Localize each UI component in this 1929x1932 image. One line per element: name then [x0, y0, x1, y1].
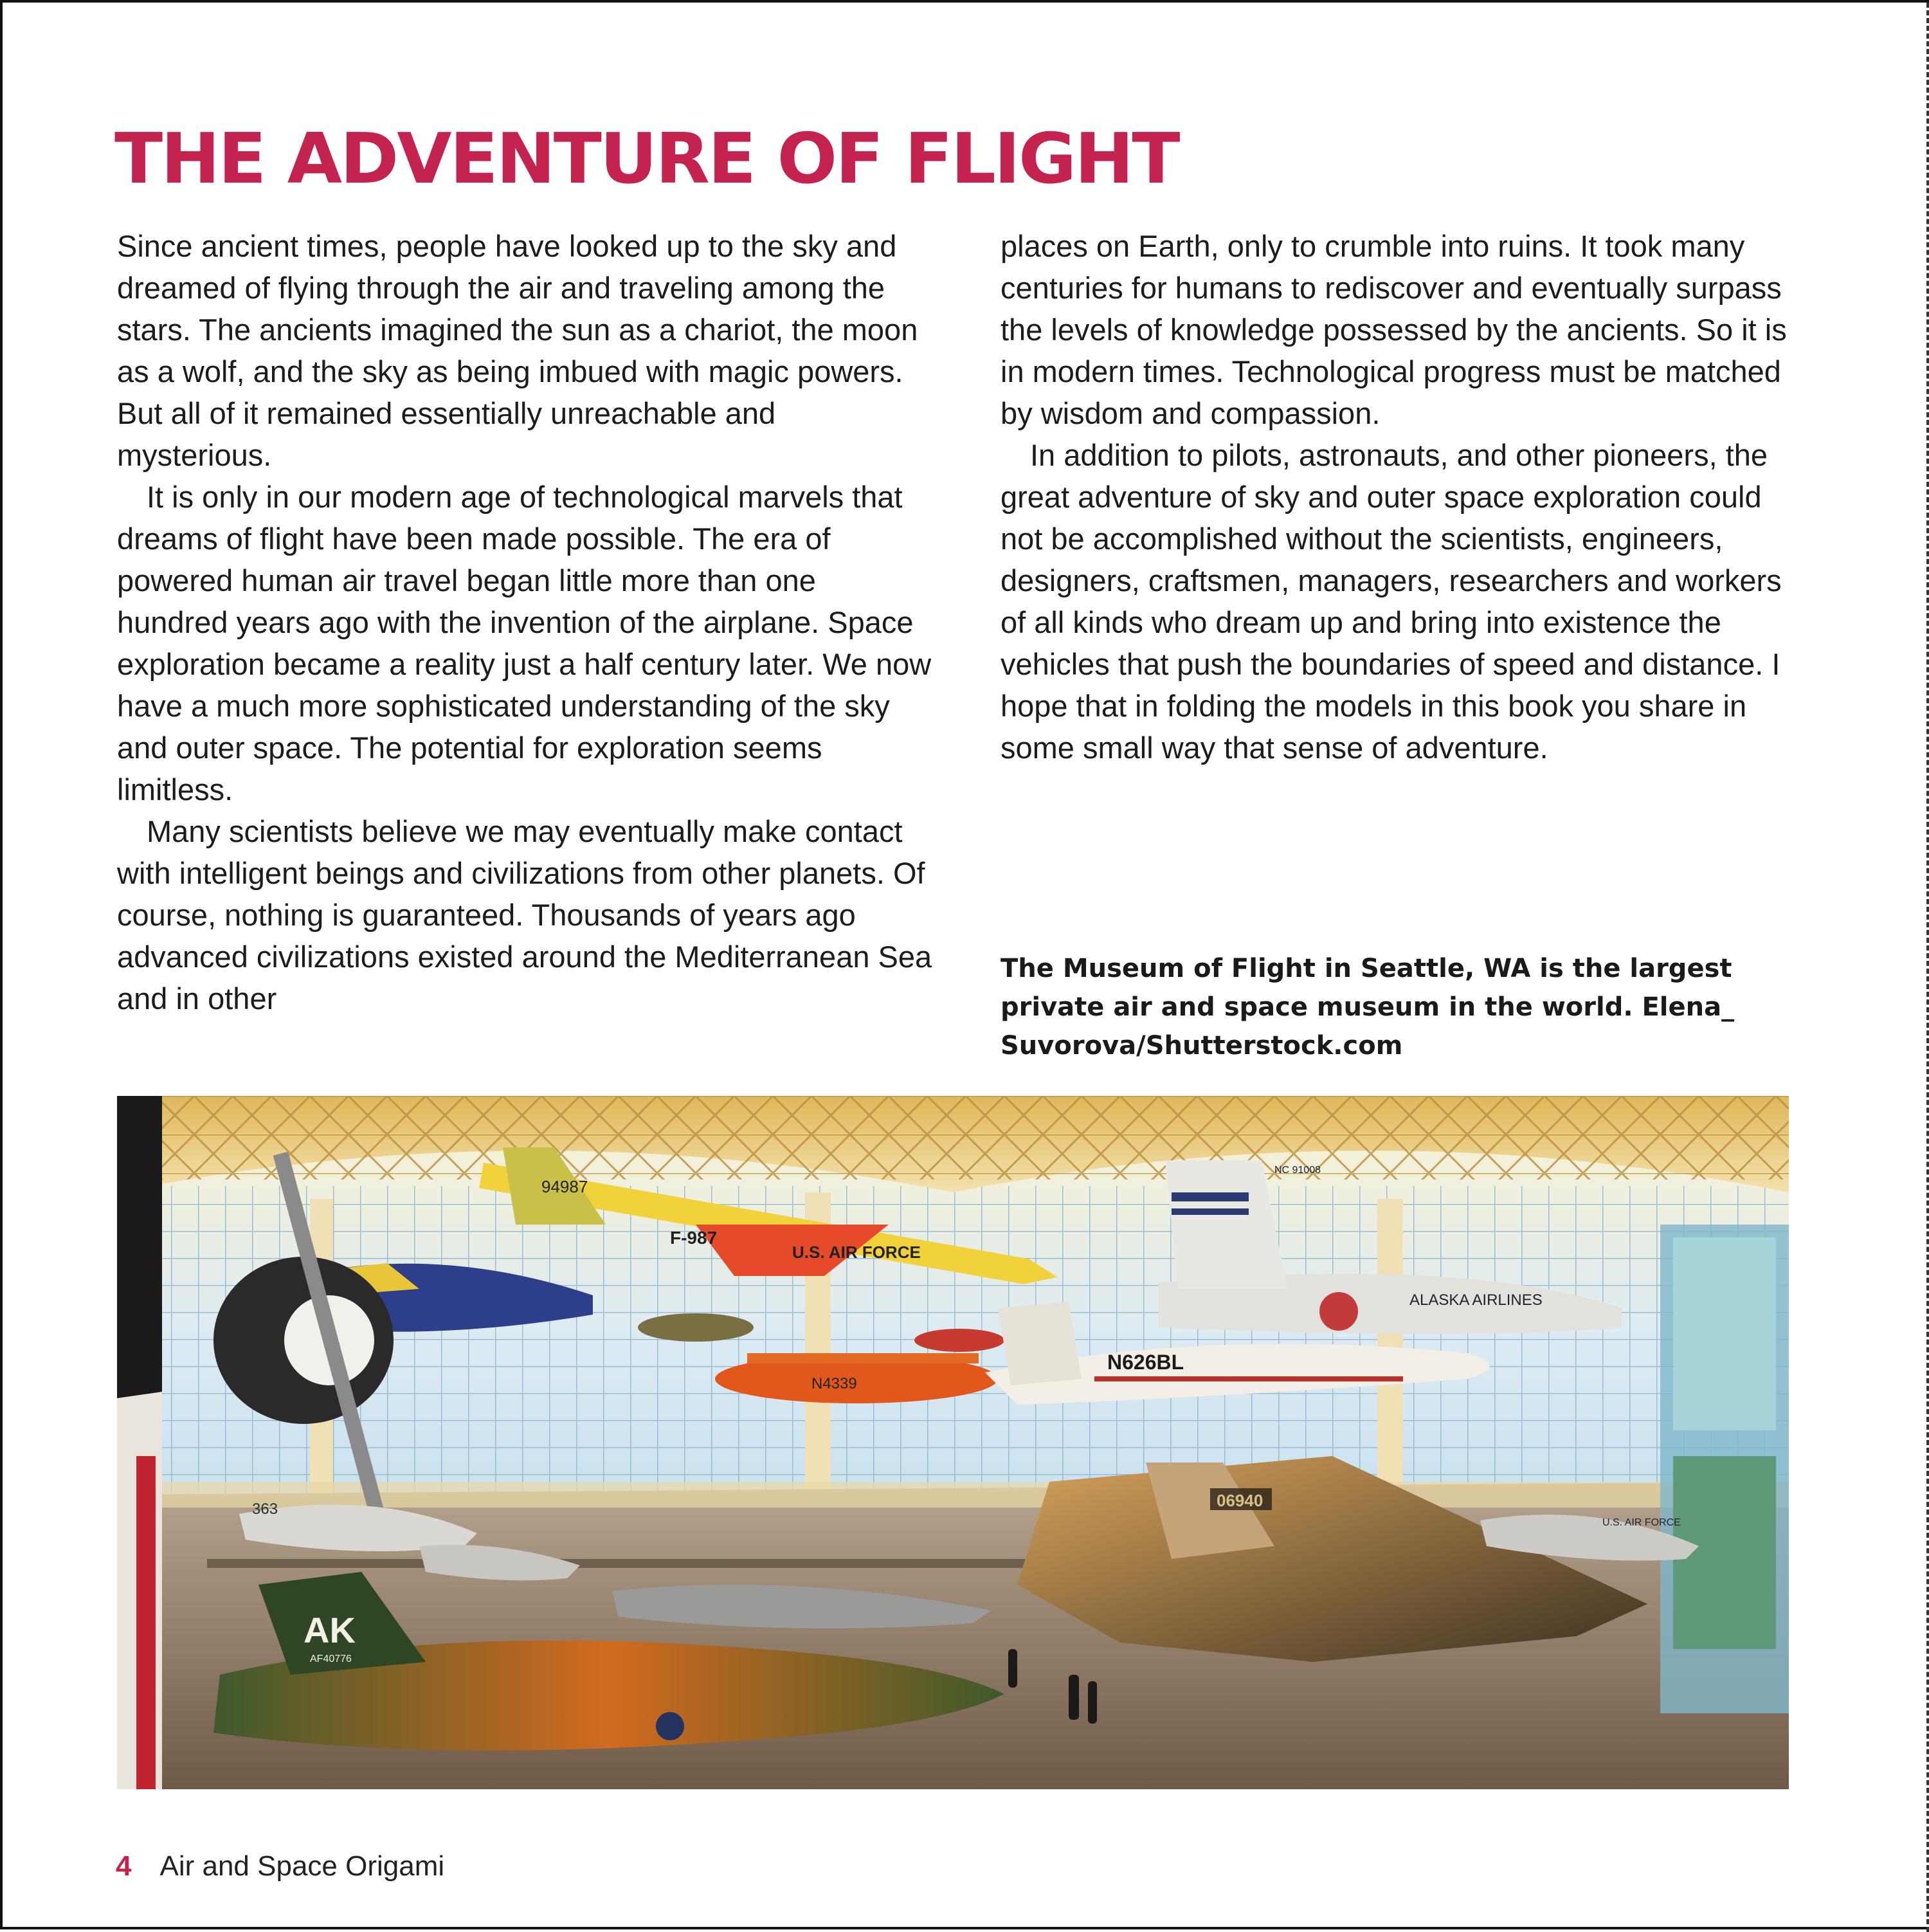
jet-tail-number: 94987 [541, 1177, 588, 1196]
jet-service: U.S. AIR FORCE [792, 1243, 921, 1262]
page-footer [116, 1847, 444, 1886]
jet-code: F-987 [670, 1228, 718, 1248]
page-number: 4 [116, 1850, 132, 1882]
small-plane [914, 1329, 1004, 1352]
bizjet-registration: N626BL [1107, 1351, 1184, 1374]
railing [207, 1559, 1043, 1568]
small-plane-reg: N4339 [811, 1375, 857, 1392]
phantom-serial: AF40776 [310, 1654, 352, 1664]
airliner-name: ALASKA AIRLINES [1409, 1291, 1543, 1309]
glass-pane [1673, 1237, 1776, 1430]
museum-photo [117, 1096, 1789, 1789]
paragraph: It is only in our modern age of technological marvels that dreams of flight have been made possible. The era of powered human air travel began little more than one hundred years ago with the invention of the airplane. Space exploration became a reality just a half century later. We now have a much more sophisticated understanding of the sky and outer space. The potential for exploration seems limitless. [117, 480, 932, 807]
paragraph: Since ancient times, people have looked up to the sky and dreamed of flying through the air and traveling among the stars. The ancients imagined the sun as a chariot, the moon as a wolf, and the sky as being imbued with magic powers. But all of it remained essentially unreachable and mysterious. [117, 229, 918, 472]
paragraph: places on Earth, only to crumble into ruins. It took many centuries for humans to rediscover and eventually surpass the levels of knowledge possessed by the ancients. So it is in modern times. Technological progress must be matched by wisdom and compassion. [1001, 229, 1787, 430]
paragraph: In addition to pilots, astronauts, and other pioneers, the great adventure of sky and outer space exploration could not be accomplished without the scientists, engineers, designers, craftsmen, managers, researchers and workers of all kinds who dream up and bring into existence the vehicles that push the boundaries of speed and distance. I hope that in folding the models in this book you share in some small way that sense of adventure. [1001, 438, 1782, 765]
paragraph: Many scientists believe we may eventually make contact with intelligent beings and civilizations from other planets. Of course, nothing is guaranteed. Thousands of years ago advanced civilizations existed around the Mediterranean Sea and in other [117, 814, 932, 1016]
small-plane [638, 1313, 754, 1342]
photo-caption: The Museum of Flight in Seattle, WA is the largest private air and space museum in the world. Elena_ Suvorova/Shutterstock.com [1001, 954, 1735, 1061]
right-service-label: U.S. AIR FORCE [1602, 1517, 1681, 1528]
blackbird-code: 06940 [1217, 1491, 1263, 1510]
text-column-right [1001, 225, 1811, 769]
text-column-left [117, 225, 934, 1019]
phantom-tail-code: AK [303, 1610, 356, 1650]
roof-truss [117, 1096, 1789, 1180]
left-tail-number: 363 [252, 1500, 278, 1518]
airliner-tail-number: NC 91008 [1274, 1165, 1321, 1176]
orange-plane [715, 1353, 998, 1403]
book-title: Air and Space Origami [159, 1850, 445, 1882]
page-title: THE ADVENTURE OF FLIGHT [114, 119, 1179, 199]
page-trim-edge [1926, 3, 1929, 1932]
